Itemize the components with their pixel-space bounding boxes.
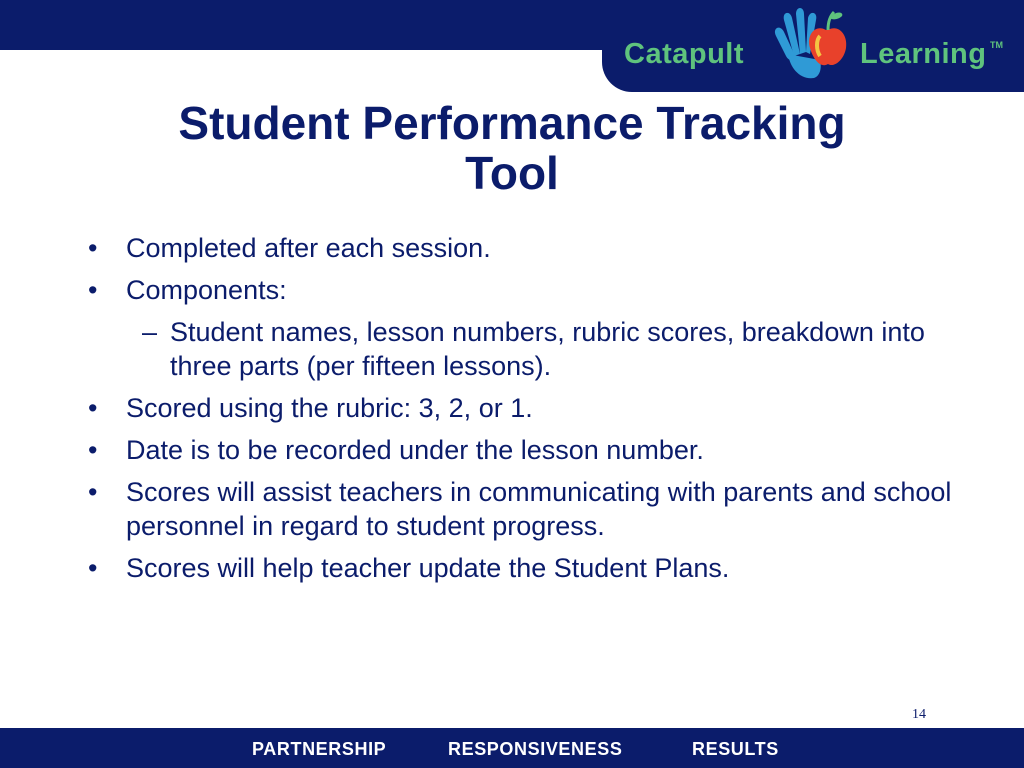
bullet-marker: •	[88, 435, 98, 465]
footer-word-partnership: PARTNERSHIP	[252, 739, 387, 759]
bullet-item	[88, 391, 968, 425]
sub-bullet-item	[88, 315, 968, 383]
footer-word-results: RESULTS	[692, 739, 779, 759]
hand-apple-icon	[770, 6, 854, 86]
bullet-text: Scores will assist teachers in communicating with parents and school personnel in regard to student progress.	[126, 477, 952, 541]
slide-content	[88, 231, 968, 593]
bullet-marker: •	[88, 477, 98, 507]
bullet-text: Completed after each session.	[126, 233, 491, 263]
sub-bullet-marker: –	[142, 317, 158, 347]
bullet-marker: •	[88, 275, 98, 305]
sub-bullet-text: Student names, lesson numbers, rubric scores, breakdown into three parts (per fifteen lessons).	[170, 317, 925, 381]
bullet-item	[88, 551, 968, 585]
logo-word-catapult: Catapult	[624, 38, 744, 70]
bullet-text: Date is to be recorded under the lesson number.	[126, 435, 704, 465]
bullet-marker: •	[88, 553, 98, 583]
bullet-marker: •	[88, 393, 98, 423]
bullet-item	[88, 475, 968, 543]
bullet-item	[88, 433, 968, 467]
bullet-text: Scores will help teacher update the Student Plans.	[126, 553, 730, 583]
bullet-item	[88, 231, 968, 265]
page-number: 14	[912, 707, 926, 722]
bullet-marker: •	[88, 233, 98, 263]
footer-word-responsiveness: RESPONSIVENESS	[448, 739, 623, 759]
logo-trademark: TM	[990, 40, 1003, 50]
bullet-item	[88, 273, 968, 307]
bullet-text: Scored using the rubric: 3, 2, or 1.	[126, 393, 533, 423]
logo-word-learning: Learning	[860, 38, 987, 70]
bullet-text: Components:	[126, 275, 287, 305]
slide-title: Student Performance Tracking Tool	[178, 97, 846, 199]
